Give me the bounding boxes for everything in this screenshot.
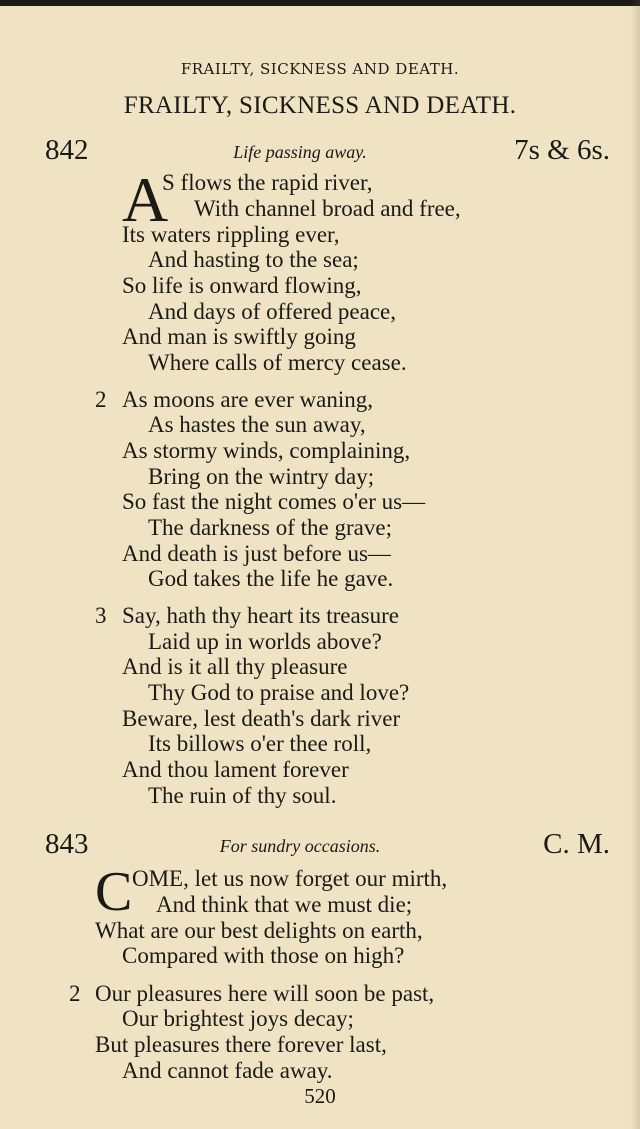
verse-line: Where calls of mercy cease. [148,350,407,375]
page-number: 520 [304,1084,336,1108]
verse-line: So fast the night comes o'er us— [122,489,426,514]
verse-line: OME, let us now forget our mirth, [132,866,448,891]
verse-line: Compared with those on high? [122,943,405,968]
section-title: FRAILTY, SICKNESS AND DEATH. [123,92,517,119]
verse-line: Laid up in worlds above? [148,629,382,654]
page-spine-shadow [630,0,640,1129]
hymn-subtitle: Life passing away. [233,142,367,162]
verse-line: And cannot fade away. [122,1058,333,1083]
verse-line: And is it all thy pleasure [122,654,348,679]
hymn-meter: C. M. [543,828,610,860]
verse-line: But pleasures there forever last, [95,1032,387,1057]
verse-line: And days of offered peace, [148,299,396,324]
verse-line: The darkness of the grave; [148,515,392,540]
verse-line: Bring on the wintry day; [148,464,375,489]
hymn-843-header [0,828,640,862]
hymn-842-header [0,134,640,168]
hymn-subtitle: For sundry occasions. [219,836,381,856]
verse-line: And thou lament forever [122,757,349,782]
verse-line: With channel broad and free, [194,196,461,221]
verse-line: S flows the rapid river, [162,170,373,195]
stanza-number: 3 [95,603,107,628]
stanza-number: 2 [95,387,107,412]
verse-line: As hastes the sun away, [148,412,366,437]
running-head: FRAILTY, SICKNESS AND DEATH. [180,60,460,78]
verse-line: God takes the life he gave. [148,566,394,591]
stanza-number: 2 [69,981,81,1006]
verse-line: And hasting to the sea; [148,247,359,272]
hymn-meter: 7s & 6s. [514,134,610,166]
verse-line: What are our best delights on earth, [95,918,423,943]
verse-line: As stormy winds, complaining, [122,438,411,463]
verse-line: And death is just before us— [122,541,391,566]
verse-line: Thy God to praise and love? [148,680,410,705]
verse-line: Our pleasures here will soon be past, [95,981,435,1006]
verse-line: So life is onward flowing, [122,273,362,298]
page-top-edge [0,0,640,6]
verse-line: Say, hath thy heart its treasure [122,603,399,628]
verse-line: Beware, lest death's dark river [122,706,401,731]
hymn-number: 843 [45,828,89,860]
verse-line: As moons are ever waning, [122,387,374,412]
drop-cap: C [95,861,133,923]
verse-line: The ruin of thy soul. [148,783,337,808]
verse-line: Our brightest joys decay; [122,1006,354,1031]
drop-cap: A [122,164,169,235]
verse-line: Its billows o'er thee roll, [148,731,372,756]
verse-line: Its waters rippling ever, [122,222,340,247]
hymn-number: 842 [45,134,89,166]
verse-line: And think that we must die; [156,892,413,917]
verse-line: And man is swiftly going [122,324,356,349]
